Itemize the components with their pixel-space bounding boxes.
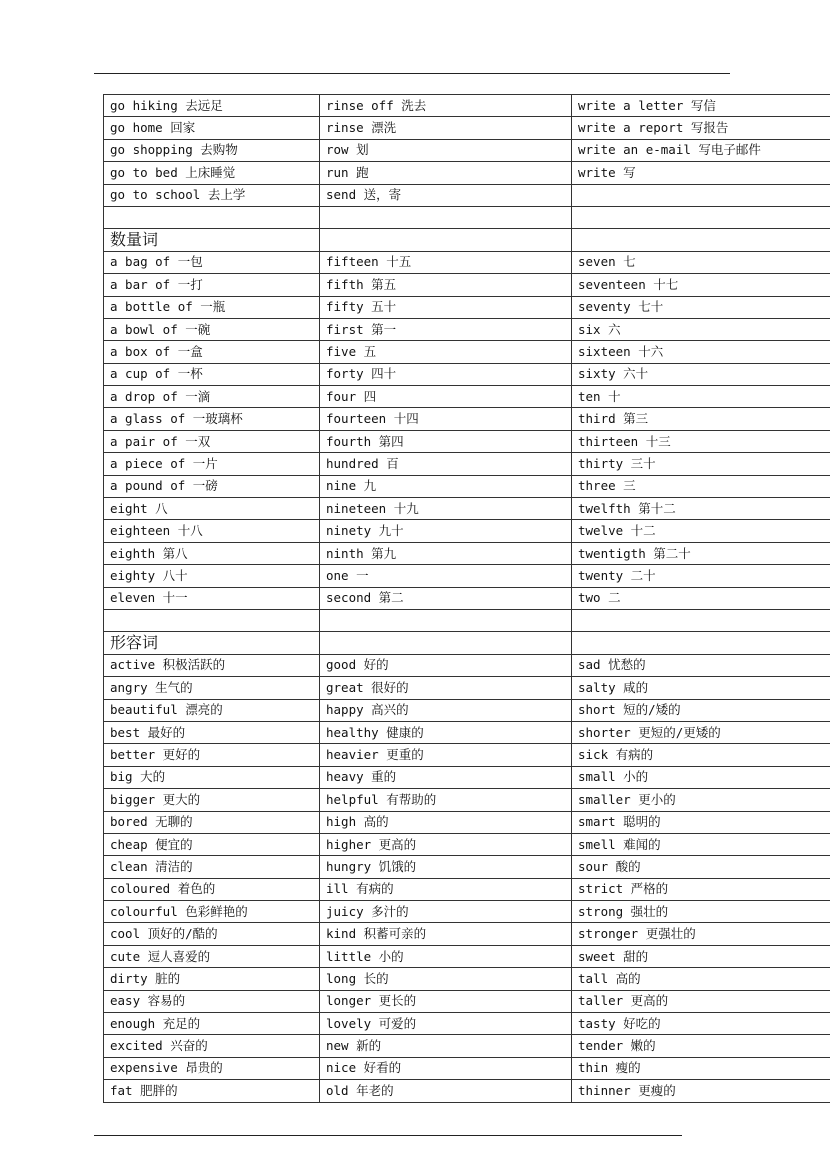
table-cell: healthy 健康的 [320, 721, 572, 743]
table-cell: twelve 十二 [572, 520, 830, 542]
table-cell: a glass of 一玻璃杯 [104, 408, 320, 430]
table-cell: a pair of 一双 [104, 430, 320, 452]
table-cell: sad 忧愁的 [572, 654, 830, 676]
table-cell: fifty 五十 [320, 296, 572, 318]
table-cell: bored 无聊的 [104, 811, 320, 833]
table-cell: sixteen 十六 [572, 341, 830, 363]
table-cell: a piece of 一片 [104, 453, 320, 475]
table-cell: kind 积蓄可亲的 [320, 923, 572, 945]
table-cell [572, 229, 830, 251]
section-heading-row [104, 229, 830, 251]
table-cell: cheap 便宜的 [104, 833, 320, 855]
table-cell: go shopping 去购物 [104, 139, 320, 161]
table-cell: 数量词 [104, 229, 320, 251]
table-cell: nine 九 [320, 475, 572, 497]
table-row [104, 990, 830, 1012]
table-row [104, 318, 830, 340]
table-cell: excited 兴奋的 [104, 1035, 320, 1057]
table-cell: ten 十 [572, 386, 830, 408]
table-row [104, 923, 830, 945]
table-row [104, 609, 830, 631]
table-row [104, 206, 830, 228]
table-cell: thin 瘦的 [572, 1057, 830, 1079]
table-cell: enough 充足的 [104, 1013, 320, 1035]
table-row [104, 1013, 830, 1035]
table-cell: first 第一 [320, 318, 572, 340]
table-row [104, 654, 830, 676]
table-row [104, 878, 830, 900]
table-row [104, 296, 830, 318]
table-cell: great 很好的 [320, 677, 572, 699]
table-cell: cool 顶好的/酷的 [104, 923, 320, 945]
table-cell: one 一 [320, 565, 572, 587]
table-cell: hungry 饥饿的 [320, 856, 572, 878]
table-cell: write a letter 写信 [572, 95, 830, 117]
table-row [104, 1080, 830, 1102]
table-row [104, 251, 830, 273]
table-cell: fourteen 十四 [320, 408, 572, 430]
table-cell: best 最好的 [104, 721, 320, 743]
table-cell: dirty 脏的 [104, 968, 320, 990]
table-cell: smaller 更小的 [572, 789, 830, 811]
table-row [104, 274, 830, 296]
table-cell: cute 逗人喜爱的 [104, 945, 320, 967]
table-cell: a cup of 一杯 [104, 363, 320, 385]
table-cell: stronger 更强壮的 [572, 923, 830, 945]
table-cell: thirteen 十三 [572, 430, 830, 452]
table-cell: longer 更长的 [320, 990, 572, 1012]
table-cell: third 第三 [572, 408, 830, 430]
table-cell: sour 酸的 [572, 856, 830, 878]
table-row [104, 162, 830, 184]
table-row [104, 139, 830, 161]
table-cell: a drop of 一滴 [104, 386, 320, 408]
table-row [104, 833, 830, 855]
table-cell: thinner 更瘦的 [572, 1080, 830, 1102]
table-cell: short 短的/矮的 [572, 699, 830, 721]
table-cell: small 小的 [572, 766, 830, 788]
table-cell: salty 咸的 [572, 677, 830, 699]
table-row [104, 565, 830, 587]
table-cell: new 新的 [320, 1035, 572, 1057]
table-cell: fifteen 十五 [320, 251, 572, 273]
table-row [104, 811, 830, 833]
table-cell: a bottle of 一瓶 [104, 296, 320, 318]
table-cell: clean 清洁的 [104, 856, 320, 878]
table-cell: thirty 三十 [572, 453, 830, 475]
table-cell: sixty 六十 [572, 363, 830, 385]
table-cell: happy 高兴的 [320, 699, 572, 721]
table-cell [320, 632, 572, 654]
table-cell: hundred 百 [320, 453, 572, 475]
table-cell: a box of 一盒 [104, 341, 320, 363]
table-cell: sweet 甜的 [572, 945, 830, 967]
table-cell: angry 生气的 [104, 677, 320, 699]
table-cell: sick 有病的 [572, 744, 830, 766]
table-cell: better 更好的 [104, 744, 320, 766]
table-cell: twentigth 第二十 [572, 542, 830, 564]
table-cell: bigger 更大的 [104, 789, 320, 811]
table-cell: strict 严格的 [572, 878, 830, 900]
table-cell: heavier 更重的 [320, 744, 572, 766]
section-heading-row [104, 632, 830, 654]
table-cell: smell 难闻的 [572, 833, 830, 855]
table-cell: higher 更高的 [320, 833, 572, 855]
table-row [104, 430, 830, 452]
table-cell: eighth 第八 [104, 542, 320, 564]
table-row [104, 475, 830, 497]
table-cell: seven 七 [572, 251, 830, 273]
table-cell: run 跑 [320, 162, 572, 184]
table-cell [572, 206, 830, 228]
table-cell: four 四 [320, 386, 572, 408]
table-row [104, 699, 830, 721]
table-cell: shorter 更短的/更矮的 [572, 721, 830, 743]
table-cell: coloured 着色的 [104, 878, 320, 900]
table-row [104, 520, 830, 542]
table-cell: easy 容易的 [104, 990, 320, 1012]
table-row [104, 945, 830, 967]
table-cell: high 高的 [320, 811, 572, 833]
table-row [104, 386, 830, 408]
table-cell: heavy 重的 [320, 766, 572, 788]
table-cell: go home 回家 [104, 117, 320, 139]
vocabulary-table-body [104, 95, 830, 1103]
table-cell: seventy 七十 [572, 296, 830, 318]
vocabulary-table [103, 94, 830, 1103]
table-cell: twenty 二十 [572, 565, 830, 587]
table-cell: fifth 第五 [320, 274, 572, 296]
table-cell: write 写 [572, 162, 830, 184]
table-cell: lovely 可爱的 [320, 1013, 572, 1035]
table-cell: go hiking 去远足 [104, 95, 320, 117]
table-cell: write an e-mail 写电子邮件 [572, 139, 830, 161]
table-cell: long 长的 [320, 968, 572, 990]
table-cell: fourth 第四 [320, 430, 572, 452]
table-cell: seventeen 十七 [572, 274, 830, 296]
table-cell [572, 632, 830, 654]
table-cell [320, 206, 572, 228]
table-cell: forty 四十 [320, 363, 572, 385]
table-cell: a bag of 一包 [104, 251, 320, 273]
header-rule [94, 73, 730, 74]
table-cell: ninth 第九 [320, 542, 572, 564]
table-cell: active 积极活跃的 [104, 654, 320, 676]
table-cell: little 小的 [320, 945, 572, 967]
table-row [104, 587, 830, 609]
table-cell [572, 609, 830, 631]
table-cell: a bar of 一打 [104, 274, 320, 296]
table-row [104, 542, 830, 564]
table-row [104, 789, 830, 811]
table-cell: a pound of 一磅 [104, 475, 320, 497]
table-cell: go to school 去上学 [104, 184, 320, 206]
table-cell: rinse 漂洗 [320, 117, 572, 139]
table-row [104, 184, 830, 206]
table-row [104, 856, 830, 878]
table-row [104, 901, 830, 923]
table-row [104, 744, 830, 766]
table-row [104, 1057, 830, 1079]
table-cell: send 送，寄 [320, 184, 572, 206]
table-cell: eleven 十一 [104, 587, 320, 609]
table-row [104, 408, 830, 430]
table-cell: eight 八 [104, 498, 320, 520]
table-cell: go to bed 上床睡觉 [104, 162, 320, 184]
table-row [104, 677, 830, 699]
table-cell [572, 184, 830, 206]
table-cell: helpful 有帮助的 [320, 789, 572, 811]
table-row [104, 766, 830, 788]
table-row [104, 117, 830, 139]
table-cell: eighteen 十八 [104, 520, 320, 542]
table-row [104, 968, 830, 990]
table-row [104, 721, 830, 743]
table-cell: tasty 好吃的 [572, 1013, 830, 1035]
table-row [104, 1035, 830, 1057]
table-cell: expensive 昂贵的 [104, 1057, 320, 1079]
table-cell: tall 高的 [572, 968, 830, 990]
table-cell: six 六 [572, 318, 830, 340]
table-cell: twelfth 第十二 [572, 498, 830, 520]
table-cell: eighty 八十 [104, 565, 320, 587]
table-cell: five 五 [320, 341, 572, 363]
table-row [104, 341, 830, 363]
table-cell: three 三 [572, 475, 830, 497]
table-cell: taller 更高的 [572, 990, 830, 1012]
table-cell: row 划 [320, 139, 572, 161]
table-cell: two 二 [572, 587, 830, 609]
table-cell: nice 好看的 [320, 1057, 572, 1079]
footer-rule [94, 1135, 682, 1136]
table-cell: juicy 多汁的 [320, 901, 572, 923]
table-cell: fat 肥胖的 [104, 1080, 320, 1102]
table-cell: ninety 九十 [320, 520, 572, 542]
table-cell: good 好的 [320, 654, 572, 676]
table-cell: a bowl of 一碗 [104, 318, 320, 340]
table-cell [320, 609, 572, 631]
table-cell: strong 强壮的 [572, 901, 830, 923]
table-cell [320, 229, 572, 251]
table-cell: tender 嫩的 [572, 1035, 830, 1057]
table-cell: beautiful 漂亮的 [104, 699, 320, 721]
table-cell [104, 206, 320, 228]
table-row [104, 453, 830, 475]
table-row [104, 363, 830, 385]
table-cell [104, 609, 320, 631]
table-cell: old 年老的 [320, 1080, 572, 1102]
table-cell: big 大的 [104, 766, 320, 788]
table-cell: rinse off 洗去 [320, 95, 572, 117]
table-cell: smart 聪明的 [572, 811, 830, 833]
table-row [104, 95, 830, 117]
table-cell: colourful 色彩鲜艳的 [104, 901, 320, 923]
table-cell: 形容词 [104, 632, 320, 654]
table-cell: nineteen 十九 [320, 498, 572, 520]
table-cell: write a report 写报告 [572, 117, 830, 139]
table-row [104, 498, 830, 520]
table-cell: ill 有病的 [320, 878, 572, 900]
table-cell: second 第二 [320, 587, 572, 609]
